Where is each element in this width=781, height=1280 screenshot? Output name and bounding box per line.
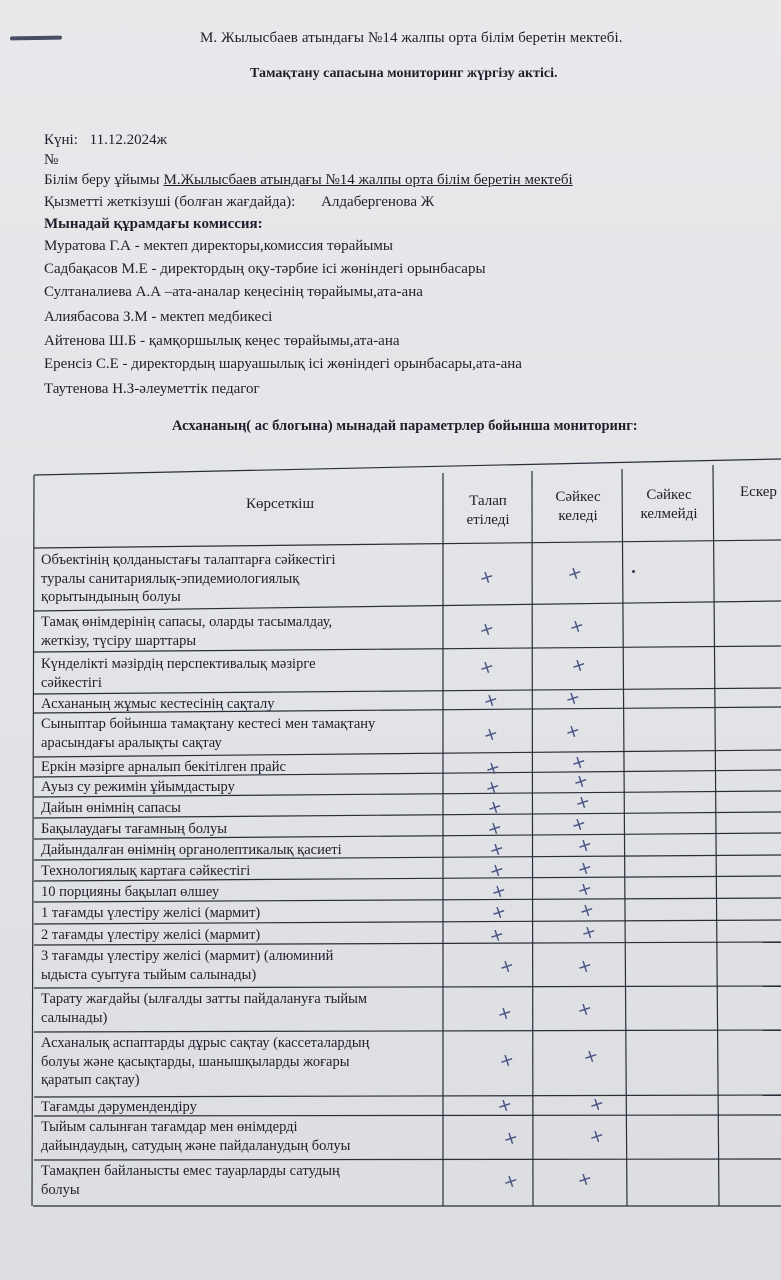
table-row-text: 3 тағамды үлестіру желісі (мармит) (алюминий ыдыста суытуға тыйым салынады) [41,948,334,983]
commission-member: Таутенова Н.З-әлеуметтік педагог [44,381,260,397]
supplier-value: Алдабергенова Ж [321,194,435,210]
check-mark-required: + [500,1169,522,1194]
check-mark-required: + [488,900,510,925]
check-mark-required: + [484,795,506,820]
check-mark-required: + [482,775,504,800]
commission-member: Алиябасова З.М - мектеп медбикесі [44,309,273,325]
supplier-label: Қызметті жеткізуші (болған жағдайда): [44,194,296,210]
table-row-text: Дайын өнімнің сапасы [41,800,181,816]
check-mark-compliant: + [564,561,586,586]
check-mark-compliant: + [586,1092,608,1117]
check-mark-compliant: + [576,898,598,923]
check-mark-required: + [482,756,504,781]
date-line [44,132,167,149]
table-row-text: Ауыз су режимін ұйымдастыру [41,779,235,795]
check-mark-required: + [494,1001,516,1026]
date-label: Күні: [44,132,78,148]
check-mark-required: + [496,1048,518,1073]
number-label: № [44,152,59,168]
header-notes: Ескер [740,484,777,500]
table-row-text: 1 тағамды үлестіру желісі (мармит) [41,905,261,921]
check-mark-compliant: + [570,769,592,794]
check-mark-compliant: + [562,686,584,711]
check-mark-required: + [496,954,518,979]
commission-member: Муратова Г.А - мектеп директоры,комиссия төрайымы [44,238,393,254]
check-mark-required: + [476,565,498,590]
table-row-text: Тарату жағдайы (ылғалды затты пайдалануға тыйым салынады) [41,991,368,1026]
check-mark-compliant: + [574,877,596,902]
header-indicator: Көрсеткіш [245,496,315,512]
check-mark-compliant: + [562,719,584,744]
table-row-text: Технологиялық картаға сәйкестігі [41,863,251,879]
commission-member: Еренсіз С.Е - директордың шаруашылық ісі жөніндегі орынбасары,ата-ана [44,356,522,372]
section-title: Асхананың( ас блогына) мынадай параметрлер бойынша мониторинг: [172,418,638,434]
check-mark-compliant: + [568,653,590,678]
check-mark-compliant: + [574,954,596,979]
school-heading: М. Жылысбаев атындағы №14 жалпы орта білім беретін мектебі. [200,30,623,46]
check-mark-required: + [484,816,506,841]
check-mark-compliant: + [586,1124,608,1149]
table-row-text: 10 порцияны бақылап өлшеу [41,884,220,900]
table-row-text: 2 тағамды үлестіру желісі (мармит) [41,927,261,943]
check-mark-compliant: + [572,790,594,815]
table-row-text: Бақылаудағы тағамның болуы [41,821,228,837]
check-mark-required: + [486,837,508,862]
table-row-text: Тыйым салынған тағамдар мен өнімдерді дайындаудың, сатудың және пайдаланудың болуы [41,1119,351,1154]
pen-stroke-mark [10,36,62,41]
org-value: М.Жылысбаев атындағы №14 жалпы орта білім беретін мектебі [163,172,573,188]
table-row-text: Асханалық аспаптарды дұрыс сақтау (кассеталардың болуы және қасықтарды, шанышқыларды жоғары қаратып сақтау) [41,1035,370,1088]
table-row-text: Асхананың жұмыс кестесінің сақталу [41,696,275,712]
act-title: Тамақтану сапасына мониторинг жүргізу актісі. [250,66,558,81]
table-row-text: Еркін мәзірге арналып бекітілген прайс [41,759,286,775]
commission-member: Садбақасов М.Е - директордың оқу-тәрбие ісі жөніндегі орынбасары [44,261,486,277]
check-mark-compliant: + [574,1167,596,1192]
check-mark-compliant: + [574,997,596,1022]
header-required: Талап етіледі [466,493,510,528]
check-mark-required: + [486,923,508,948]
check-mark-compliant: + [580,1044,602,1069]
date-value: 11.12.2024ж [89,132,167,148]
table-row-text: Сыныптар бойынша тамақтану кестесі мен тамақтану арасындағы аралықты сақтау [41,716,376,751]
table-row-text: Тағамды дәрумендендіру [41,1099,197,1115]
check-mark-required: + [488,879,510,904]
check-mark-compliant: + [566,614,588,639]
header-compliant: Сәйкес келеді [555,489,601,524]
check-mark-compliant: + [568,812,590,837]
table-row-text: Күнделікті мәзірдің перспективалық мәзірге сәйкестігі [41,656,316,691]
supplier-line [44,194,434,211]
check-mark-compliant: + [574,833,596,858]
check-mark-required: + [476,655,498,680]
ink-dot [632,570,635,573]
table-row-text: Тамақ өнімдерінің сапасы, оларды тасымалдау, жеткізу, түсіру шарттары [41,614,333,649]
check-mark-compliant: + [568,750,590,775]
table-row-text: Тамақпен байланысты емес тауарларды сатудың болуы [41,1163,340,1198]
check-mark-compliant: + [578,920,600,945]
check-mark-required: + [494,1093,516,1118]
commission-label: Мынадай құрамдағы комиссия: [44,216,263,232]
check-mark-required: + [480,688,502,713]
check-mark-required: + [480,722,502,747]
org-line [44,172,573,189]
commission-member: Султаналиева А.А –ата-аналар кеңесінің төрайымы,ата-ана [44,284,423,300]
check-mark-required: + [500,1126,522,1151]
check-mark-required: + [476,617,498,642]
check-mark-required: + [486,858,508,883]
check-mark-compliant: + [574,856,596,881]
org-label: Білім беру ұйымы [44,172,160,188]
table-row-text: Дайындалған өнімнің органолептикалық қасиеті [41,842,342,858]
commission-member: Айтенова Ш.Б - қамқоршылық кеңес төрайымы,ата-ана [44,333,400,349]
header-noncompliant: Сәйкес келмейді [640,487,698,522]
table-row-text: Объектінің қолданыстағы талаптарға сәйкестігі туралы санитариялық-эпидемиологиялық қорытындының болуы [41,552,336,605]
